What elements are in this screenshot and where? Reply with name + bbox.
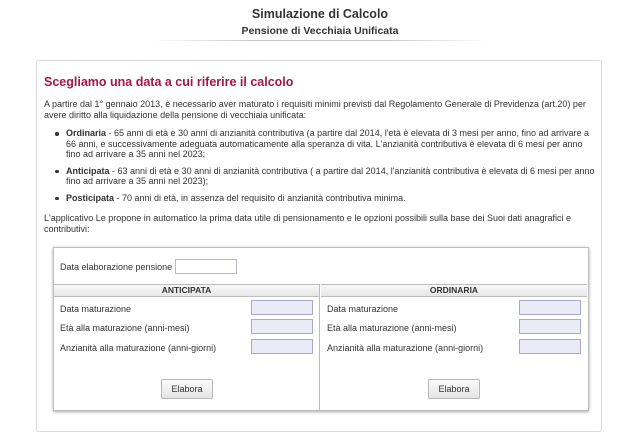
bullet-label: Anticipata (66, 165, 110, 176)
anticipata-column (54, 284, 320, 410)
anticipata-anzianita-input[interactable] (251, 339, 313, 354)
calculation-form (53, 247, 589, 411)
intro-text: A partire dal 1° gennaio 2013, è necessario aver maturato i requisiti minimi previsti dal Regolamento Generale di Previdenza (art.20) per avere diritto alla liquidazione della pensione di vecchiaia unificata: (44, 99, 586, 120)
page-title: Simulazione di Calcolo (251, 7, 389, 21)
ordinaria-anzianita-input[interactable] (519, 339, 581, 354)
list-item-posticipata (44, 193, 596, 204)
list-item-anticipata (44, 166, 596, 187)
main-panel (36, 60, 602, 432)
anticipata-elabora-button[interactable]: Elabora (161, 379, 213, 399)
ordinaria-eta-label: Età alla maturazione (anni-mesi) (327, 323, 457, 333)
ordinaria-data-maturazione-input[interactable] (519, 300, 581, 315)
ordinaria-data-maturazione-label: Data maturazione (327, 304, 399, 314)
section-title: Scegliamo una data a cui riferire il calcolo (44, 75, 294, 89)
date-elaborazione-input[interactable] (175, 259, 237, 274)
anticipata-data-maturazione-label: Data maturazione (60, 304, 132, 314)
bullet-label: Ordinaria (66, 128, 107, 138)
anticipata-data-maturazione-input[interactable] (251, 300, 313, 315)
list-item-ordinaria (44, 128, 596, 160)
ordinaria-column (321, 284, 587, 410)
date-elaborazione-label: Data elaborazione pensione (60, 262, 173, 272)
bullet-label: Posticipata (66, 192, 115, 203)
ordinaria-eta-input[interactable] (519, 319, 581, 334)
header-divider (150, 40, 490, 41)
anticipata-header: ANTICIPATA (54, 284, 319, 297)
anticipata-anzianita-label: Anzianità alla maturazione (anni-giorni) (60, 343, 217, 353)
bullet-text: - 63 anni di età e 30 anni di anzianità contributiva ( a partire dal 2014, l'anzianità contributiva è elevata di 6 mesi per anno fino ad arrivare a 35 anni nel 2023); (66, 165, 595, 187)
ordinaria-anzianita-label: Anzianità alla maturazione (anni-giorni) (327, 343, 484, 353)
page-subtitle: Pensione di Vecchiaia Unificata (241, 25, 399, 37)
anticipata-eta-label: Età alla maturazione (anni-mesi) (60, 323, 190, 333)
ordinaria-elabora-button[interactable]: Elabora (428, 379, 480, 399)
anticipata-eta-input[interactable] (251, 319, 313, 334)
bullet-text: - 70 anni di età, in assenza del requisito di anzianità contributiva minima. (114, 192, 406, 203)
bullet-text: - 65 anni di età e 30 anni di anzianità contributiva (a partire dal 2014, l'età è elevata di 3 mesi per anno, fino ad arrivare a 66 anni, e successivamente adeguata automaticamente alla speranza di vita. L'anzianità contributiva è elevata di 6 mesi per anno fino ad arrivare a 35 anni nel 2023; (66, 128, 590, 160)
ordinaria-header: ORDINARIA (321, 284, 587, 297)
requirements-list (44, 128, 596, 210)
note-text: L'applicativo Le propone in automatico la prima data utile di pensionamento e le opzioni possibili sulla base dei Suoi dati anagrafici e contributivi: (44, 213, 572, 234)
